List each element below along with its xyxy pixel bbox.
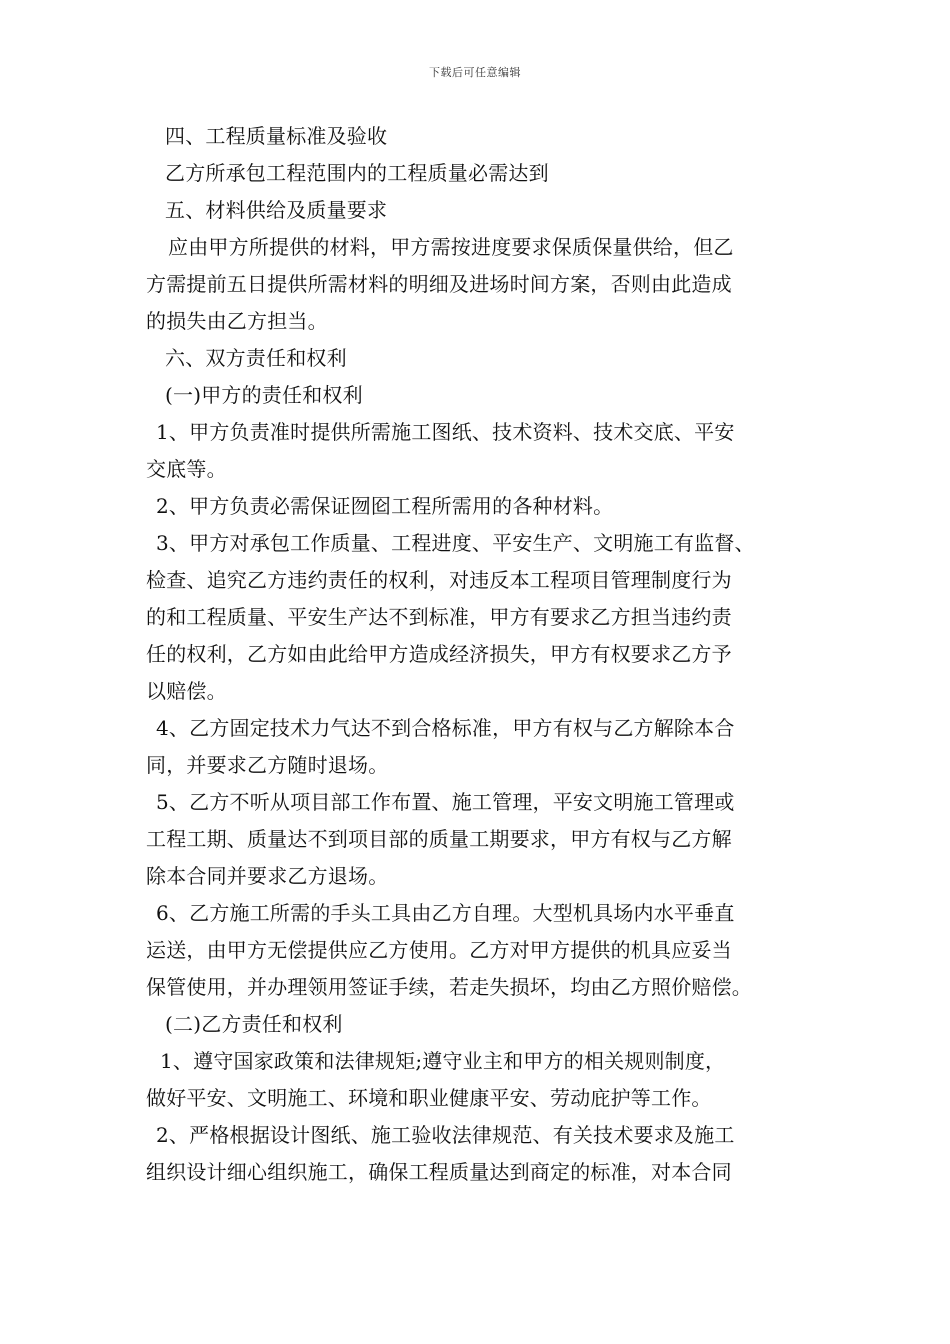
paragraph-line: 任的权利，乙方如由此给甲方造成经济损失，甲方有权要求乙方予 xyxy=(146,642,732,666)
paragraph-line: 做好平安、文明施工、环境和职业健康平安、劳动庇护等工作。 xyxy=(146,1086,712,1110)
paragraph-line: 6、乙方施工所需的手头工具由乙方自理。大型机具场内水平垂直 xyxy=(156,901,735,925)
section-heading-quality: 四、工程质量标准及验收 xyxy=(165,124,388,148)
paragraph-line: 应由甲方所提供的材料，甲方需按进度要求保质保量供给，但乙 xyxy=(168,235,734,259)
section-heading-materials: 五、材料供给及质量要求 xyxy=(165,198,388,222)
paragraph-line: 1、甲方负责准时提供所需施工图纸、技术资料、技术交底、平安 xyxy=(156,420,735,444)
paragraph-line: 5、乙方不听从项目部工作布置、施工管理，平安文明施工管理或 xyxy=(156,790,735,814)
paragraph-line: 保管使用，并办理领用签证手续，若走失损坏，均由乙方照价赔偿。 xyxy=(146,975,752,999)
paragraph-line: 2、甲方负责必需保证囫囵工程所需用的各种材料。 xyxy=(156,494,614,518)
paragraph-line: 以赔偿。 xyxy=(146,679,227,703)
paragraph-line: 4、乙方固定技术力气达不到合格标准，甲方有权与乙方解除本合 xyxy=(156,716,735,740)
paragraph-line: 方需提前五日提供所需材料的明细及进场时间方案，否则由此造成 xyxy=(146,272,732,296)
paragraph-line: 1、遵守国家政策和法律规矩;遵守业主和甲方的相关规则制度， xyxy=(160,1049,726,1073)
section-heading-responsibilities: 六、双方责任和权利 xyxy=(165,346,347,370)
paragraph-line: 2、严格根据设计图纸、施工验收法律规范、有关技术要求及施工 xyxy=(156,1123,735,1147)
paragraph-line: 交底等。 xyxy=(146,457,227,481)
subsection-heading-party-b: (二)乙方责任和权利 xyxy=(165,1012,343,1036)
document-body xyxy=(146,118,814,1191)
paragraph-line: 乙方所承包工程范围内的工程质量必需达到 xyxy=(165,161,549,185)
paragraph-line: 检查、追究乙方违约责任的权利，对违反本工程项目管理制度行为 xyxy=(146,568,732,592)
paragraph-line: 工程工期、质量达不到项目部的质量工期要求，甲方有权与乙方解 xyxy=(146,827,732,851)
paragraph-line: 除本合同并要求乙方退场。 xyxy=(146,864,389,888)
paragraph-line: 的和工程质量、平安生产达不到标准，甲方有要求乙方担当违约责 xyxy=(146,605,732,629)
paragraph-line: 组织设计细心组织施工，确保工程质量达到商定的标准，对本合同 xyxy=(146,1160,732,1184)
paragraph-line: 的损失由乙方担当。 xyxy=(146,309,328,333)
paragraph-line: 同，并要求乙方随时退场。 xyxy=(146,753,389,777)
paragraph-line: 3、甲方对承包工作质量、工程进度、平安生产、文明施工有监督、 xyxy=(156,531,755,555)
subsection-heading-party-a: (一)甲方的责任和权利 xyxy=(165,383,363,407)
paragraph-line: 运送，由甲方无偿提供应乙方使用。乙方对甲方提供的机具应妥当 xyxy=(146,938,732,962)
page-header-note: 下载后可任意编辑 xyxy=(429,66,521,79)
